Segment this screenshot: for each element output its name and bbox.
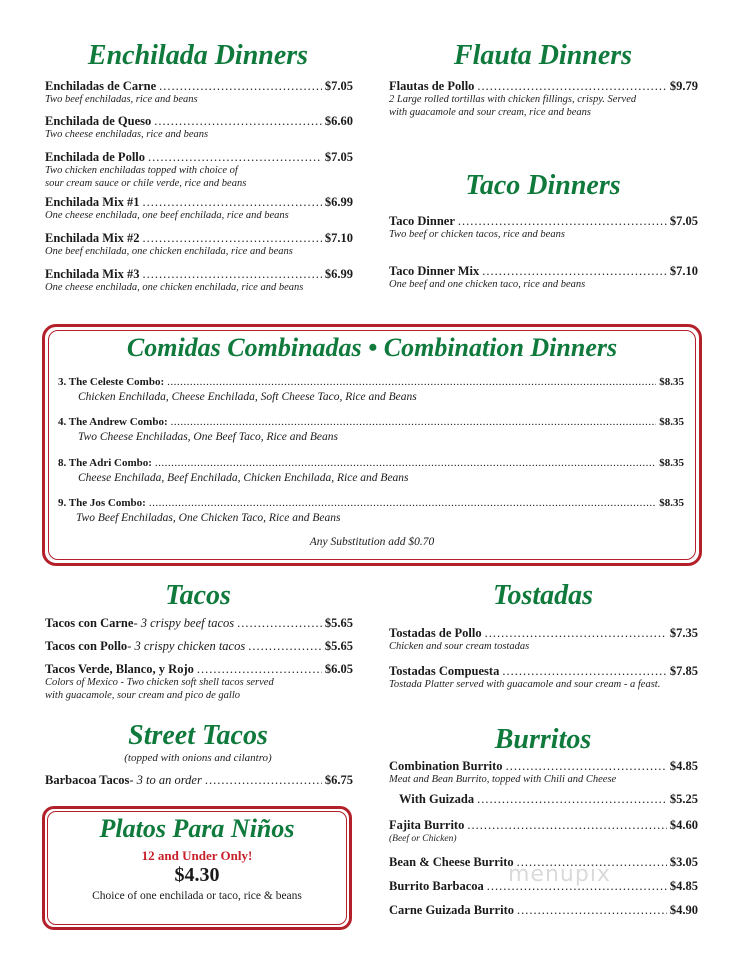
item-name: Bean & Cheese Burrito xyxy=(389,855,514,869)
ninos-desc: Choice of one enchilada or taco, rice & beans xyxy=(92,890,302,902)
item-price: $6.60 xyxy=(324,114,353,128)
item-name: Barbacoa Tacos xyxy=(45,773,130,787)
menu-item-with-guizada xyxy=(399,792,698,807)
item-desc: Two beef or chicken tacos, rice and beans xyxy=(389,229,565,240)
item-name: Taco Dinner Mix xyxy=(389,264,480,278)
item-desc: Tostada Platter served with guacamole and sour cream - a feast. xyxy=(389,679,661,690)
item-price: $8.35 xyxy=(659,457,684,469)
menu-item-tacos-con-pollo xyxy=(45,639,353,654)
item-desc: Cheese Enchilada, Beef Enchilada, Chicken Enchilada, Rice and Beans xyxy=(78,472,409,484)
menu-item-enchilada-mix-3 xyxy=(45,267,353,295)
item-price: $5.65 xyxy=(324,616,353,630)
menu-item-enchilada-de-pollo xyxy=(45,150,353,190)
item-desc: Two beef enchiladas, rice and beans xyxy=(45,94,198,105)
combo-title: Comidas Combinadas • Combination Dinners xyxy=(126,333,618,362)
item-desc: 2 Large rolled tortillas with chicken fillings, crispy. Served xyxy=(389,94,637,105)
item-price: $7.10 xyxy=(324,231,353,245)
item-name: Enchilada Mix #1 xyxy=(45,195,140,209)
ninos-title: Platos Para Niños xyxy=(99,814,295,843)
menu-item-enchilada-mix-1 xyxy=(45,195,353,223)
item-price: $4.85 xyxy=(669,879,698,893)
street-tacos-title: Street Tacos xyxy=(128,720,268,751)
taco-dinners-title: Taco Dinners xyxy=(465,170,621,201)
item-price: $4.60 xyxy=(669,818,698,832)
item-desc: Meat and Bean Burrito, topped with Chili and Cheese xyxy=(389,774,617,785)
item-desc: with guacamole, sour cream and pico de gallo xyxy=(45,689,241,701)
street-tacos-subtitle: (topped with onions and cilantro) xyxy=(124,752,272,764)
item-name: Tacos con Carne xyxy=(45,616,134,630)
item-desc: Chicken and sour cream tostadas xyxy=(389,641,530,652)
item-name: Flautas de Pollo xyxy=(389,79,475,93)
menu-item-tacos-verde xyxy=(45,662,353,702)
item-sub: - 3 crispy chicken tacos xyxy=(127,639,246,653)
item-price: $5.65 xyxy=(324,639,353,653)
item-price: $7.85 xyxy=(669,664,698,678)
item-price: $8.35 xyxy=(659,376,684,388)
item-price: $8.35 xyxy=(659,416,684,428)
item-name: Enchilada de Queso xyxy=(45,114,152,128)
combo-item-celeste xyxy=(58,376,684,403)
menu-item-carne-guizada-burrito xyxy=(389,903,698,918)
item-name: Combination Burrito xyxy=(389,759,503,773)
item-name: Enchilada Mix #2 xyxy=(45,231,140,245)
burritos-title: Burritos xyxy=(494,724,592,755)
item-desc: Two Beef Enchiladas, One Chicken Taco, Rice and Beans xyxy=(76,512,341,524)
menu-item-enchilada-mix-2 xyxy=(45,231,353,259)
menu-item-combination-burrito xyxy=(389,759,698,787)
item-name: 3. The Celeste Combo: xyxy=(58,376,165,388)
item-name: Fajita Burrito xyxy=(389,818,465,832)
item-price: $4.90 xyxy=(669,903,698,917)
menu-item-fajita-burrito xyxy=(389,818,698,846)
item-name: 9. The Jos Combo: xyxy=(58,497,146,509)
item-desc: Two chicken enchiladas topped with choice of xyxy=(45,165,238,176)
item-sub: - 3 to an order xyxy=(129,773,202,787)
item-desc: One beef and one chicken taco, rice and beans xyxy=(389,279,586,290)
watermark-text: menupix xyxy=(508,862,611,887)
item-price: $9.79 xyxy=(669,79,698,93)
item-desc: Two cheese enchiladas, rice and beans xyxy=(45,129,209,140)
item-price: $7.10 xyxy=(669,264,698,278)
item-price: $7.05 xyxy=(324,79,353,93)
item-name: Burrito Barbacoa xyxy=(389,879,484,893)
combo-item-jos xyxy=(58,497,684,524)
item-price: $6.99 xyxy=(324,195,353,209)
menu-item-flautas-de-pollo xyxy=(389,79,698,119)
ninos-price: $4.30 xyxy=(174,864,220,886)
item-name: Tostadas de Pollo xyxy=(389,626,482,640)
item-desc: (Beef or Chicken) xyxy=(389,834,457,844)
item-name: Enchiladas de Carne xyxy=(45,79,157,93)
item-price: $7.35 xyxy=(669,626,698,640)
menu-item-tostadas-compuesta xyxy=(389,664,698,692)
item-desc: sour cream sauce or chile verde, rice and beans xyxy=(45,177,247,189)
item-desc: Two Cheese Enchiladas, One Beef Taco, Rice and Beans xyxy=(78,431,338,443)
item-price: $7.05 xyxy=(669,214,698,228)
combo-frame-inner xyxy=(48,330,696,560)
menu-item-barbacoa-tacos xyxy=(45,773,353,788)
item-desc: One cheese enchilada, one chicken enchilada, rice and beans xyxy=(45,282,304,293)
item-desc: with guacamole and sour cream, rice and beans xyxy=(389,106,592,118)
item-price: $4.85 xyxy=(669,759,698,773)
combo-item-adri xyxy=(58,457,684,484)
item-price: $7.05 xyxy=(324,150,353,164)
item-name: Tacos con Pollo xyxy=(45,639,128,653)
item-name: Enchilada Mix #3 xyxy=(45,267,140,281)
enchilada-title: Enchilada Dinners xyxy=(87,40,309,71)
menu-item-tacos-con-carne xyxy=(45,616,353,631)
item-price: $3.05 xyxy=(669,855,698,869)
item-desc: Chicken Enchilada, Cheese Enchilada, Soft Cheese Taco, Rice and Beans xyxy=(78,391,417,403)
item-name: Tacos Verde, Blanco, y Rojo xyxy=(45,662,194,676)
item-name: Enchilada de Pollo xyxy=(45,150,146,164)
item-name: With Guizada xyxy=(399,792,475,806)
substitution-note: Any Substitution add $0.70 xyxy=(309,536,435,548)
item-name: Tostadas Compuesta xyxy=(389,664,500,678)
menu-item-enchiladas-de-carne xyxy=(45,79,353,107)
item-name: 4. The Andrew Combo: xyxy=(58,416,168,428)
item-price: $5.25 xyxy=(669,792,698,806)
item-desc: One beef enchilada, one chicken enchilada, rice and beans xyxy=(45,246,293,257)
item-name: Taco Dinner xyxy=(389,214,455,228)
item-desc: One cheese enchilada, one beef enchilada, rice and beans xyxy=(45,210,289,221)
item-price: $6.05 xyxy=(324,662,353,676)
item-name: Carne Guizada Burrito xyxy=(389,903,514,917)
menu-item-taco-dinner xyxy=(389,214,698,242)
combo-item-andrew xyxy=(58,416,684,443)
tostadas-title: Tostadas xyxy=(492,580,594,611)
tacos-title: Tacos xyxy=(165,580,231,611)
item-name: 8. The Adri Combo: xyxy=(58,457,152,469)
menu-item-taco-dinner-mix xyxy=(389,264,698,292)
item-price: $6.75 xyxy=(324,773,353,787)
menu-item-enchilada-de-queso xyxy=(45,114,353,142)
item-sub: - 3 crispy beef tacos xyxy=(133,616,235,630)
ninos-age: 12 and Under Only! xyxy=(141,848,253,863)
item-desc: Colors of Mexico - Two chicken soft shell tacos served xyxy=(45,677,274,688)
menu-item-tostadas-de-pollo xyxy=(389,626,698,654)
item-price: $8.35 xyxy=(659,497,684,509)
item-price: $6.99 xyxy=(324,267,353,281)
flauta-title: Flauta Dinners xyxy=(453,40,633,71)
